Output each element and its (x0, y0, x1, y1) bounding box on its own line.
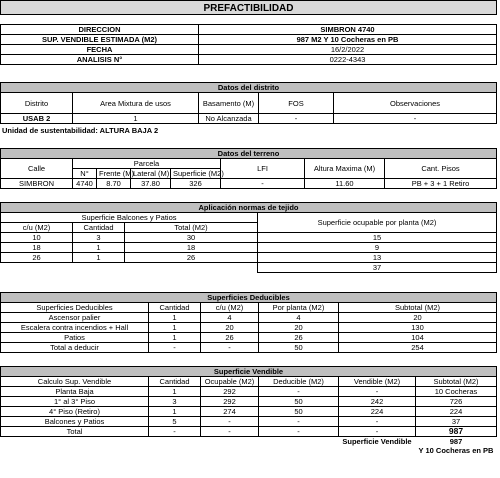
deducibles-table (0, 292, 497, 353)
deducibles-cell: 1 (149, 313, 201, 323)
tejido-table (0, 202, 497, 273)
vendible-cell: 50 (259, 407, 339, 417)
vendible-cell: 726 (416, 397, 497, 407)
distrito-cell: 1 (73, 114, 199, 124)
deducibles-cell: 20 (259, 323, 339, 333)
vendible-cell: 3 (149, 397, 201, 407)
vendible-cell: 224 (416, 407, 497, 417)
terreno-cell: 8.70 (97, 179, 131, 189)
vendible-cell: 1 (149, 387, 201, 397)
deducibles-cell: Total a deducir (1, 343, 149, 353)
deducibles-cell: - (201, 343, 259, 353)
distrito-header: Basamento (M) (199, 93, 259, 114)
deducibles-header: c/u (M2) (201, 303, 259, 313)
distrito-cell: - (259, 114, 334, 124)
distrito-table (0, 82, 497, 124)
deducibles-cell: Escalera contra incendios + Hall (1, 323, 149, 333)
vendible-cell: 224 (339, 407, 416, 417)
deducibles-header: Por planta (M2) (259, 303, 339, 313)
vendible-cell: 274 (201, 407, 259, 417)
deducibles-cell: 4 (201, 313, 259, 323)
terreno-header-parcela: Parcela (73, 159, 221, 169)
tejido-cell: 13 (258, 253, 497, 263)
vendible-header: Vendible (M2) (339, 377, 416, 387)
vendible-cell: - (201, 427, 259, 437)
sustentabilidad-note: Unidad de sustentabilidad: ALTURA BAJA 2 (2, 126, 159, 135)
terreno-subheader: Lateral (M) (131, 169, 171, 179)
vendible-cell: 292 (201, 387, 259, 397)
tejido-header-balcones: Superficie Balcones y Patios (1, 213, 258, 223)
vendible-cell: 1° al 3° Piso (1, 397, 149, 407)
vendible-header: Ocupable (M2) (201, 377, 259, 387)
vendible-cell: - (259, 387, 339, 397)
vendible-cell: 292 (201, 397, 259, 407)
info-value: 16/2/2022 (199, 45, 497, 55)
terreno-cell: PB + 3 + 1 Retiro (385, 179, 497, 189)
vendible-cell: 50 (259, 397, 339, 407)
info-row (1, 25, 497, 35)
deducibles-cell: 254 (339, 343, 497, 353)
deducibles-cell: 26 (259, 333, 339, 343)
vendible-cell: 4° Piso (Retiro) (1, 407, 149, 417)
vendible-cell: - (259, 417, 339, 427)
tejido-subheader: Total (M2) (125, 223, 258, 233)
summary-label: Superficie Vendible (342, 437, 412, 446)
deducibles-cell: 26 (201, 333, 259, 343)
vendible-cell: Balcones y Patios (1, 417, 149, 427)
vendible-cell: - (339, 387, 416, 397)
tejido-cell: 3 (73, 233, 125, 243)
terreno-header-altura: Altura Maxima (M) (305, 159, 385, 179)
deducibles-cell: Patios (1, 333, 149, 343)
deducibles-header: Superficies Deducibles (1, 303, 149, 313)
distrito-header: Distrito (1, 93, 73, 114)
distrito-header: FOS (259, 93, 334, 114)
distrito-cell: - (334, 114, 497, 124)
distrito-cell: No Alcanzada (199, 114, 259, 124)
info-value: 0222-4343 (199, 55, 497, 65)
deducibles-cell: 50 (259, 343, 339, 353)
info-value: SIMBRON 4740 (199, 25, 497, 35)
vendible-table (0, 366, 497, 455)
info-label: SUP. VENDIBLE ESTIMADA (M2) (1, 35, 199, 45)
terreno-subheader: N° (73, 169, 97, 179)
vendible-header: Calculo Sup. Vendible (1, 377, 149, 387)
deducibles-title: Superficies Deducibles (1, 293, 497, 303)
terreno-cell: 326 (171, 179, 221, 189)
tejido-cell: 10 (1, 233, 73, 243)
deducibles-cell: 104 (339, 333, 497, 343)
deducibles-header: Cantidad (149, 303, 201, 313)
tejido-cell: 18 (1, 243, 73, 253)
info-label: FECHA (1, 45, 199, 55)
info-row (1, 55, 497, 65)
info-value: 987 M2 Y 10 Cocheras en PB (199, 35, 497, 45)
tejido-cell: 15 (258, 233, 497, 243)
info-label: DIRECCION (1, 25, 199, 35)
terreno-table (0, 148, 497, 189)
tejido-cell: 1 (73, 253, 125, 263)
terreno-cell: 11.60 (305, 179, 385, 189)
vendible-header: Cantidad (149, 377, 201, 387)
deducibles-cell: Ascensor palier (1, 313, 149, 323)
vendible-total: 987 (416, 427, 497, 437)
vendible-cell: 242 (339, 397, 416, 407)
vendible-cell: 5 (149, 417, 201, 427)
page-title: PREFACTIBILIDAD (0, 0, 497, 15)
deducibles-cell: - (149, 343, 201, 353)
deducibles-cell: 20 (201, 323, 259, 333)
info-table (0, 24, 497, 65)
terreno-header-lfi: LFI (221, 159, 305, 179)
terreno-subheader: Frente (M) (97, 169, 131, 179)
tejido-cell: 1 (73, 243, 125, 253)
terreno-title: Datos del terreno (1, 149, 497, 159)
distrito-title: Datos del distrito (1, 83, 497, 93)
vendible-cell: - (339, 427, 416, 437)
tejido-header-ocupable: Superficie ocupable por planta (M2) (258, 213, 497, 233)
vendible-cell: - (201, 417, 259, 427)
vendible-cell: 10 Cocheras (416, 387, 497, 397)
deducibles-cell: 4 (259, 313, 339, 323)
tejido-cell: 26 (1, 253, 73, 263)
terreno-cell: 37.80 (131, 179, 171, 189)
deducibles-cell: 20 (339, 313, 497, 323)
tejido-cell: 18 (125, 243, 258, 253)
terreno-cell: - (221, 179, 305, 189)
info-row (1, 35, 497, 45)
terreno-cell: 4740 (73, 179, 97, 189)
vendible-cell: 1 (149, 407, 201, 417)
tejido-cell: 9 (258, 243, 497, 253)
vendible-cell: - (149, 427, 201, 437)
tejido-title: Aplicación normas de tejido (1, 203, 497, 213)
terreno-cell: SIMBRON (1, 179, 73, 189)
deducibles-cell: 1 (149, 323, 201, 333)
vendible-cell: Total (1, 427, 149, 437)
deducibles-cell: 1 (149, 333, 201, 343)
vendible-header: Deducible (M2) (259, 377, 339, 387)
vendible-cell: - (259, 427, 339, 437)
summary-value: 987 (449, 437, 463, 446)
info-label: ANALISIS N° (1, 55, 199, 65)
vendible-cell: Planta Baja (1, 387, 149, 397)
vendible-cell: - (339, 417, 416, 427)
distrito-header: Observaciones (334, 93, 497, 114)
vendible-cell: 37 (416, 417, 497, 427)
tejido-subheader: Cantidad (73, 223, 125, 233)
tejido-total: 37 (258, 263, 497, 273)
vendible-header: Subtotal (M2) (416, 377, 497, 387)
terreno-subheader: Superficie (M2) (171, 169, 221, 179)
deducibles-cell: 130 (339, 323, 497, 333)
tejido-subheader: c/u (M2) (1, 223, 73, 233)
terreno-header-calle: Calle (1, 159, 73, 179)
summary-extra: Y 10 Cocheras en PB (418, 446, 494, 455)
deducibles-header: Subtotal (M2) (339, 303, 497, 313)
terreno-header-pisos: Cant. Pisos (385, 159, 497, 179)
distrito-header: Area Mixtura de usos (73, 93, 199, 114)
tejido-cell: 30 (125, 233, 258, 243)
vendible-title: Superficie Vendible (1, 367, 497, 377)
distrito-cell: USAB 2 (1, 114, 73, 124)
tejido-cell: 26 (125, 253, 258, 263)
info-row (1, 45, 497, 55)
